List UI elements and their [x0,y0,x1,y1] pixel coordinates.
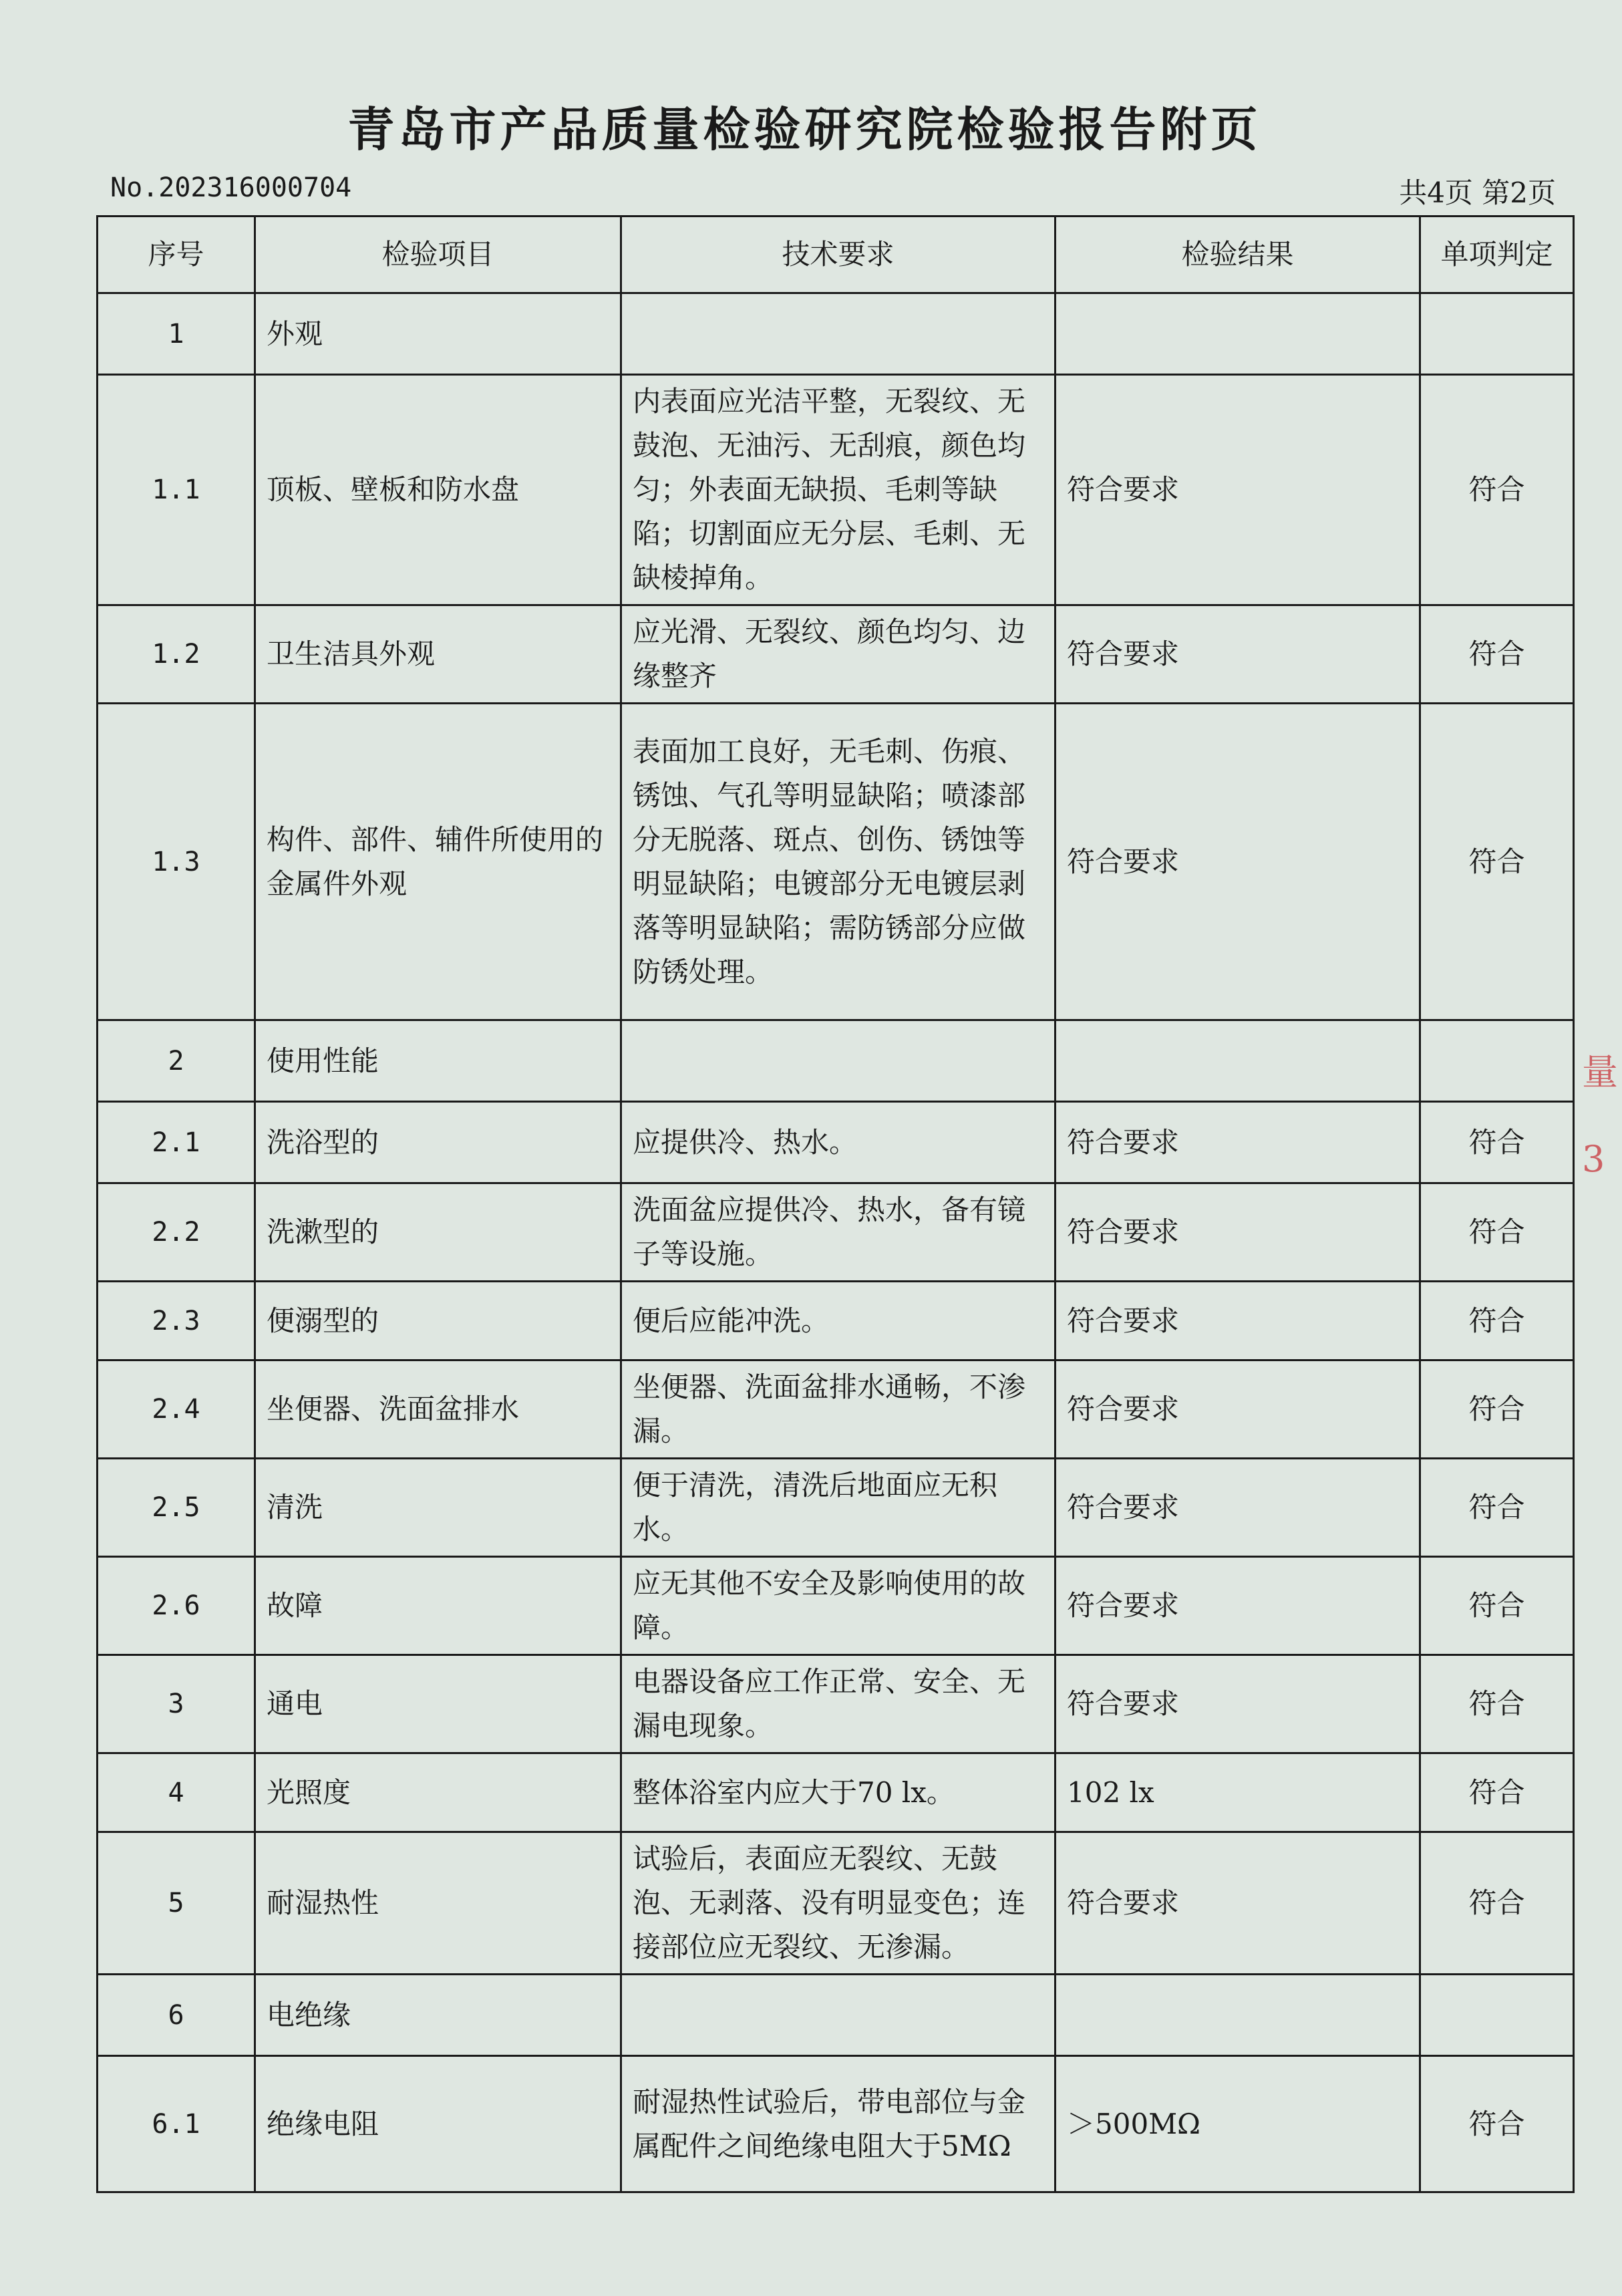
row-item-cell: 坐便器、洗面盆排水 [255,1360,621,1459]
row-result-cell: 符合要求 [1056,1459,1420,1557]
row-number-cell: 2.1 [98,1102,255,1183]
row-requirement-cell [621,1020,1056,1102]
row-requirement-cell: 洗面盆应提供冷、热水，备有镜子等设施。 [621,1183,1056,1282]
row-number-cell: 2.3 [98,1282,255,1360]
report-number: No.202316000704 [110,172,352,203]
row-number-cell: 1 [98,293,255,375]
row-item-cell: 使用性能 [255,1020,621,1102]
row-result-cell [1056,1975,1420,2056]
row-verdict-cell: 符合 [1420,1459,1574,1557]
row-requirement-cell: 应光滑、无裂纹、颜色均匀、边缘整齐 [621,605,1056,704]
header-result: 检验结果 [1056,217,1420,293]
table-row [98,1183,1574,1282]
row-item-cell: 顶板、壁板和防水盘 [255,375,621,605]
row-number-cell: 1.3 [98,704,255,1020]
row-result-cell [1056,1020,1420,1102]
table-row [98,1557,1574,1655]
table-header-row [98,217,1574,293]
row-requirement-cell: 便于清洗，清洗后地面应无积水。 [621,1459,1056,1557]
table-row [98,1282,1574,1360]
row-number-cell: 5 [98,1832,255,1975]
row-requirement-cell [621,293,1056,375]
row-number-cell: 2.6 [98,1557,255,1655]
row-verdict-cell: 符合 [1420,1360,1574,1459]
row-number-cell: 3 [98,1655,255,1753]
row-result-cell: 符合要求 [1056,1557,1420,1655]
row-requirement-cell: 应无其他不安全及影响使用的故障。 [621,1557,1056,1655]
table-row [98,1975,1574,2056]
row-item-cell: 洗浴型的 [255,1102,621,1183]
row-requirement-cell: 电器设备应工作正常、安全、无漏电现象。 [621,1655,1056,1753]
table-body [98,293,1574,2192]
row-number-cell: 6.1 [98,2056,255,2192]
row-item-cell: 耐湿热性 [255,1832,621,1975]
row-verdict-cell [1420,1975,1574,2056]
table-row [98,1753,1574,1832]
row-number-cell: 2.2 [98,1183,255,1282]
row-result-cell: 102 lx [1056,1753,1420,1832]
row-item-cell: 清洗 [255,1459,621,1557]
row-result-cell: 符合要求 [1056,1183,1420,1282]
header-no: 序号 [98,217,255,293]
row-verdict-cell: 符合 [1420,704,1574,1020]
row-requirement-cell: 坐便器、洗面盆排水通畅，不渗漏。 [621,1360,1056,1459]
row-result-cell: 符合要求 [1056,375,1420,605]
row-number-cell: 1.2 [98,605,255,704]
row-verdict-cell [1420,293,1574,375]
inspection-table [96,215,1575,2193]
row-verdict-cell: 符合 [1420,605,1574,704]
row-requirement-cell: 耐湿热性试验后，带电部位与金属配件之间绝缘电阻大于5MΩ [621,2056,1056,2192]
row-requirement-cell: 整体浴室内应大于70 lx。 [621,1753,1056,1832]
header-item: 检验项目 [255,217,621,293]
header-requirement: 技术要求 [621,217,1056,293]
row-result-cell [1056,293,1420,375]
row-verdict-cell: 符合 [1420,1102,1574,1183]
table-row [98,605,1574,704]
table-row [98,375,1574,605]
page-indicator: 共4页 第2页 [1399,176,1556,209]
table-row [98,1459,1574,1557]
row-verdict-cell: 符合 [1420,1832,1574,1975]
table-row [98,1102,1574,1183]
row-item-cell: 故障 [255,1557,621,1655]
row-result-cell: 符合要求 [1056,605,1420,704]
row-requirement-cell: 便后应能冲洗。 [621,1282,1056,1360]
row-item-cell: 绝缘电阻 [255,2056,621,2192]
row-result-cell: 符合要求 [1056,704,1420,1020]
table-row [98,1360,1574,1459]
row-item-cell: 便溺型的 [255,1282,621,1360]
table-row [98,2056,1574,2192]
row-verdict-cell: 符合 [1420,375,1574,605]
report-title: 青岛市产品质量检验研究院检验报告附页 [347,102,1262,157]
table-row [98,1020,1574,1102]
row-item-cell: 光照度 [255,1753,621,1832]
row-item-cell: 通电 [255,1655,621,1753]
row-number-cell: 2 [98,1020,255,1102]
row-number-cell: 6 [98,1975,255,2056]
row-verdict-cell: 符合 [1420,1655,1574,1753]
row-verdict-cell: 符合 [1420,1557,1574,1655]
row-verdict-cell: 符合 [1420,2056,1574,2192]
row-verdict-cell [1420,1020,1574,1102]
row-result-cell: 符合要求 [1056,1832,1420,1975]
row-requirement-cell: 表面加工良好，无毛刺、伤痕、锈蚀、气孔等明显缺陷；喷漆部分无脱落、斑点、创伤、锈蚀等明显缺陷；电镀部分无电镀层剥落等明显缺陷；需防锈部分应做防锈处理。 [621,704,1056,1020]
seal-stamp-fragment [1582,1029,1622,1203]
row-number-cell: 1.1 [98,375,255,605]
table-row [98,704,1574,1020]
row-item-cell: 外观 [255,293,621,375]
row-item-cell: 电绝缘 [255,1975,621,2056]
row-requirement-cell [621,1975,1056,2056]
table-row [98,1655,1574,1753]
row-item-cell: 洗漱型的 [255,1183,621,1282]
row-item-cell: 构件、部件、辅件所使用的金属件外观 [255,704,621,1020]
seal-char: 3 [1582,1138,1605,1180]
row-requirement-cell: 试验后，表面应无裂纹、无鼓泡、无剥落、没有明显变色；连接部位应无裂纹、无渗漏。 [621,1832,1056,1975]
row-result-cell: ＞500MΩ [1056,2056,1420,2192]
table-row [98,1832,1574,1975]
seal-char: 量 [1582,1051,1618,1093]
row-number-cell: 2.4 [98,1360,255,1459]
row-verdict-cell: 符合 [1420,1183,1574,1282]
row-number-cell: 2.5 [98,1459,255,1557]
row-verdict-cell: 符合 [1420,1753,1574,1832]
row-item-cell: 卫生洁具外观 [255,605,621,704]
row-result-cell: 符合要求 [1056,1102,1420,1183]
row-result-cell: 符合要求 [1056,1655,1420,1753]
row-requirement-cell: 内表面应光洁平整，无裂纹、无鼓泡、无油污、无刮痕，颜色均匀；外表面无缺损、毛刺等缺陷；切割面应无分层、毛刺、无缺棱掉角。 [621,375,1056,605]
header-verdict: 单项判定 [1420,217,1574,293]
row-number-cell: 4 [98,1753,255,1832]
row-verdict-cell: 符合 [1420,1282,1574,1360]
table-row [98,293,1574,375]
row-requirement-cell: 应提供冷、热水。 [621,1102,1056,1183]
row-result-cell: 符合要求 [1056,1282,1420,1360]
row-result-cell: 符合要求 [1056,1360,1420,1459]
